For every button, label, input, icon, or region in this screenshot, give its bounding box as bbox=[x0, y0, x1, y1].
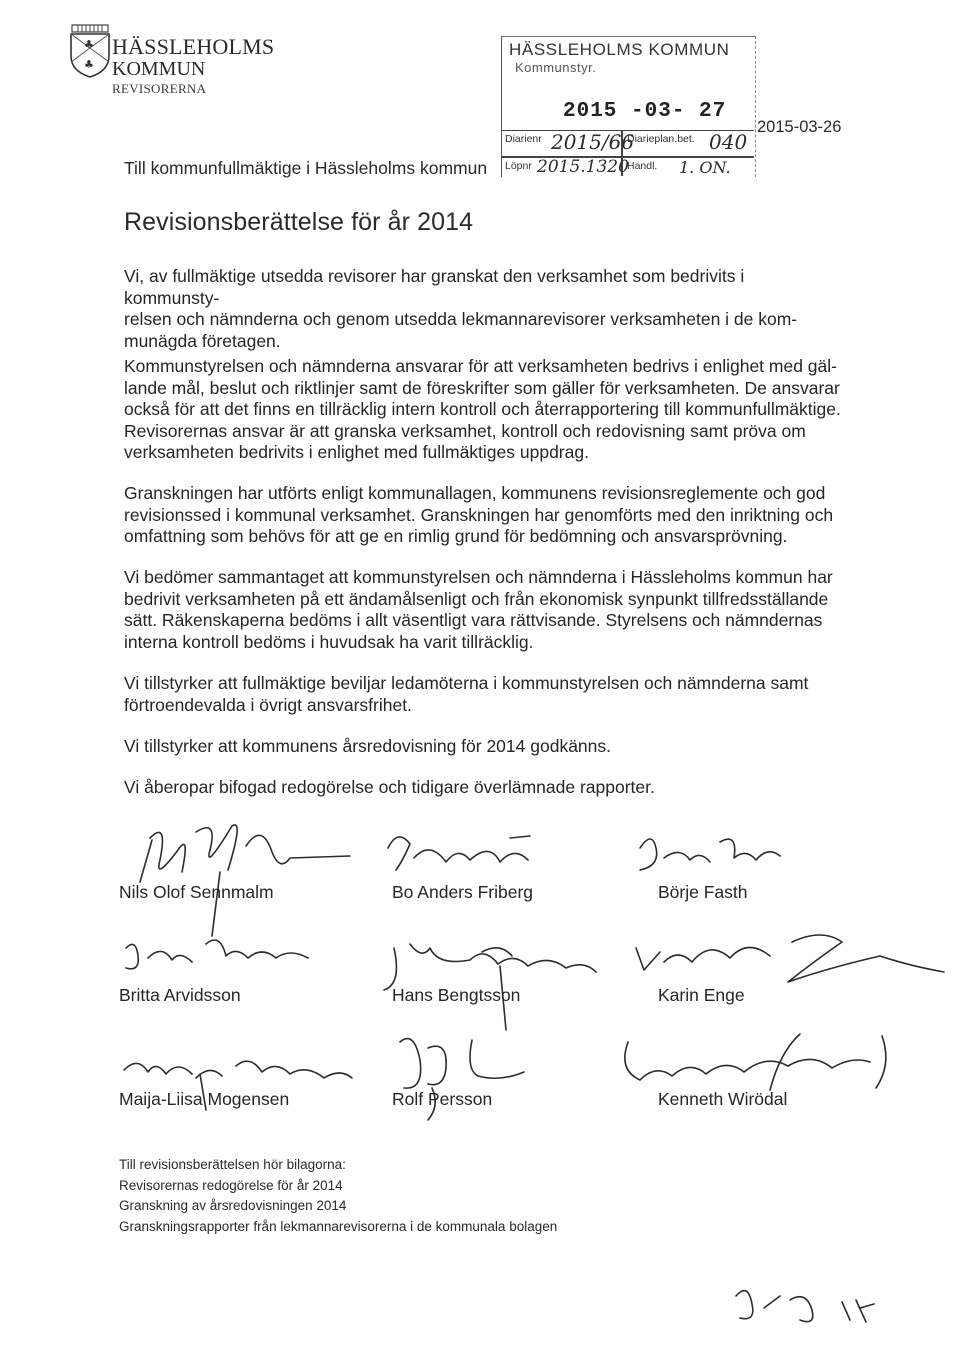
signature-name: Karin Enge bbox=[658, 985, 745, 1005]
recipient-line: Till kommunfullmäktige i Hässleholms kommun bbox=[124, 158, 488, 178]
text-line: relsen och nämnderna och genom utsedda lekmannarevisorer verksamheten i de kom- bbox=[124, 309, 798, 329]
stamp-handwritten-diarienr: 2015/66 bbox=[551, 130, 635, 154]
attachment-item: Granskning av årsredovisningen 2014 bbox=[119, 1198, 347, 1213]
signature-name: Rolf Persson bbox=[392, 1089, 493, 1109]
org-line-3: REVISORERNA bbox=[112, 81, 207, 96]
text-line: Vi åberopar bifogad redogörelse och tidigare överlämnade rapporter. bbox=[124, 777, 655, 797]
text-line: revisionssed i kommunal verksamhet. Granskningen har genomförts med den inriktning och bbox=[124, 504, 834, 525]
svg-text:♣: ♣ bbox=[84, 58, 94, 71]
stamp-title: HÄSSLEHOLMS KOMMUN bbox=[509, 40, 730, 59]
text-line: lande mål, beslut och riktlinjer samt de föreskrifter som gäller för verksamheten. De ansvarar bbox=[124, 377, 840, 398]
text-line: omfattning som behövs för att ge en rimlig grund för bedömning och ansvarsprövning. bbox=[124, 526, 788, 546]
svg-text:♣: ♣ bbox=[84, 38, 94, 51]
signature-name: Bo Anders Friberg bbox=[392, 882, 534, 902]
signature-name: Britta Arvidsson bbox=[119, 985, 241, 1005]
stamp-date: 2015 -03- 27 bbox=[563, 100, 727, 123]
stamp-label-handl: Handl. bbox=[627, 160, 658, 172]
attachment-item: Revisorernas redogörelse för år 2014 bbox=[119, 1177, 343, 1193]
document-date: 2015-03-26 bbox=[757, 118, 842, 136]
text-line: Kommunstyrelsen och nämnderna ansvarar för att verksamheten bedrivs i enlighet med gäl- bbox=[124, 356, 837, 376]
signature-name: Börje Fasth bbox=[658, 882, 748, 902]
attachment-item: Granskningsrapporter från lekmannarevisorerna i de kommunala bolagen bbox=[119, 1218, 558, 1234]
text-line: munägda företagen. bbox=[124, 330, 281, 351]
attachments-list bbox=[119, 1155, 557, 1237]
text-line: Vi tillstyrker att fullmäktige beviljar ledamöterna i kommunstyrelsen och nämnderna samt bbox=[124, 673, 809, 693]
attachments-heading: Till revisionsberättelsen hör bilagorna: bbox=[119, 1157, 346, 1172]
text-line: Vi bedömer sammantaget att kommunstyrelsen och nämnderna i Hässleholms kommun har bbox=[124, 567, 833, 587]
text-line: Granskningen har utförts enligt kommunallagen, kommunens revisionsreglemente och god bbox=[124, 483, 826, 503]
text-line: Revisorernas ansvar är att granska verksamhet, kontroll och redovisning samt pröva om bbox=[124, 420, 806, 441]
text-line: sätt. Räkenskaperna bedöms i allt väsentligt vara rättvisande. Styrelsens och nämndernas bbox=[124, 610, 823, 630]
stamp-label-lopnr: Löpnr bbox=[505, 160, 532, 172]
stamp-label-diarieplan: Diarieplan.bet. bbox=[627, 133, 695, 145]
signature-name: Kenneth Wirödal bbox=[658, 1089, 788, 1109]
stamp-label-diarienr: Diarienr bbox=[505, 133, 542, 145]
signature-name: Hans Bengtsson bbox=[392, 985, 521, 1005]
text-line: också för att det finns en tillräcklig intern kontroll och återrapportering till kommunfullmäktige. bbox=[124, 399, 841, 419]
document-title: Revisionsberättelse för år 2014 bbox=[124, 208, 474, 236]
text-line: Vi tillstyrker att kommunens årsredovisning för 2014 godkänns. bbox=[124, 736, 612, 756]
signature-name: Nils Olof Sennmalm bbox=[119, 882, 274, 902]
stamp-handwritten-diarieplan: 040 bbox=[709, 130, 748, 154]
text-line: interna kontroll bedöms i huvudsak ha varit tillräcklig. bbox=[124, 631, 534, 652]
stamp-handwritten-handl: 1. ON. bbox=[679, 158, 731, 177]
stamp-subtitle: Kommunstyr. bbox=[515, 60, 597, 75]
text-line: förtroendevalda i övrigt ansvarsfrihet. bbox=[124, 694, 412, 715]
org-line-1: HÄSSLEHOLMS bbox=[112, 34, 275, 59]
text-line: Vi, av fullmäktige utsedda revisorer har granskat den verksamhet som bedrivits i kommunsty- bbox=[124, 266, 745, 308]
stamp-handwritten-lopnr: 2015.1320 bbox=[537, 157, 629, 177]
text-line: verksamheten bedrivits i enlighet med fullmäktiges uppdrag. bbox=[124, 442, 589, 462]
signature-name: Maija-Liisa Mogensen bbox=[119, 1089, 290, 1109]
org-line-2: KOMMUN bbox=[112, 58, 206, 80]
text-line: bedrivit verksamheten på ett ändamålsenligt och från ekonomisk synpunkt tillfredsställande bbox=[124, 588, 829, 609]
